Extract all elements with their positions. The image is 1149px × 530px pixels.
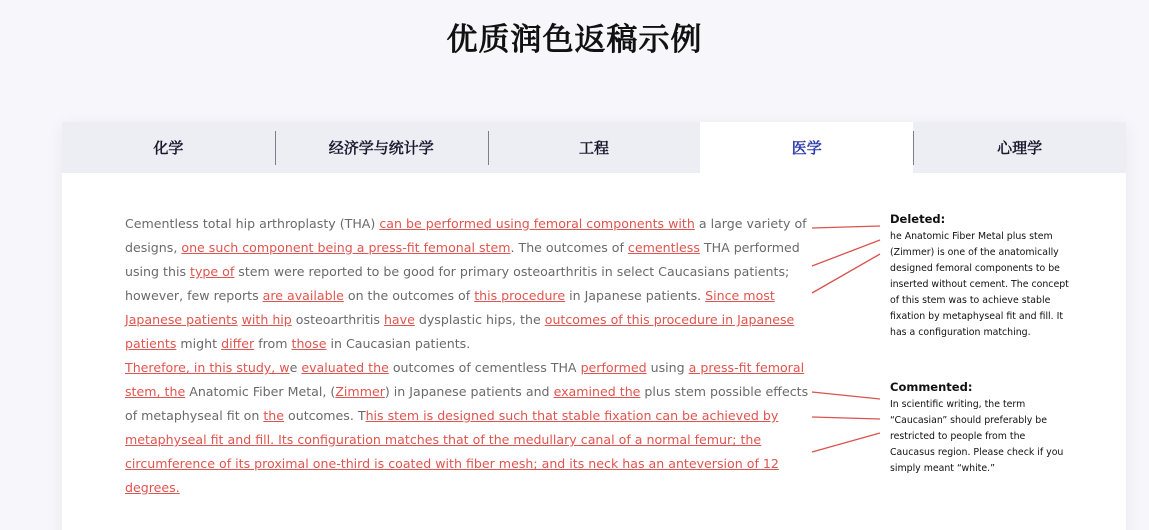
- inserted-text: evaluated the: [301, 360, 389, 375]
- connector-line: [812, 433, 880, 452]
- inserted-text: the: [263, 408, 285, 423]
- inserted-text: can be performed using femoral components with: [379, 216, 695, 231]
- commented-note: [890, 380, 1070, 477]
- inserted-text: cementless: [627, 240, 700, 255]
- inserted-text: differ: [221, 336, 255, 351]
- original-text: ) in Japanese patients and: [384, 384, 554, 399]
- commented-note-body: In scientific writing, the term “Caucasian” should preferably be restricted to people from the Caucasus region. Please check if you simply meant “white.”: [890, 399, 1064, 474]
- original-text: . The outcomes of: [510, 240, 628, 255]
- original-text: outcomes. T: [284, 408, 366, 423]
- deleted-note-body: he Anatomic Fiber Metal plus stem (Zimmer) is one of the anatomically designed femoral components to be inserted without cement. The concept of this stem was to achieve stable fixation by metaphyseal fit and fill. It has a configuration matching.: [890, 231, 1069, 338]
- inserted-text: those: [291, 336, 327, 351]
- inserted-text: performed: [580, 360, 647, 375]
- original-text: on the outcomes of: [343, 288, 475, 303]
- original-text: stem were reported to be good for primary osteoarthritis in select Caucasians patients; however, few reports: [125, 264, 790, 303]
- tab-engineering[interactable]: 工程: [488, 122, 701, 173]
- commented-note-title: Commented:: [890, 380, 973, 394]
- connector-line: [812, 417, 880, 419]
- original-text: Anatomic Fiber Metal, (: [185, 384, 336, 399]
- inserted-text: have: [383, 312, 415, 327]
- connector-line: [812, 392, 880, 399]
- original-text: a large variety of designs,: [125, 216, 807, 255]
- deleted-note: [890, 212, 1070, 341]
- original-text: dysplastic hips, the: [414, 312, 545, 327]
- inserted-text: examined the: [553, 384, 641, 399]
- original-text: THA performed using this: [125, 240, 800, 279]
- tab-psychology[interactable]: 心理学: [913, 122, 1126, 173]
- inserted-text: his stem is designed such that stable fixation can be achieved by metaphyseal fit and fill. Its configuration matches that of the medullary canal of a normal femur; the circumference of its proximal one-third is coated with fiber mesh; and its neck has an anteversion of 12 degrees.: [125, 408, 779, 495]
- inserted-text: Since most Japanese patients: [125, 288, 775, 327]
- original-text: in Japanese patients.: [565, 288, 706, 303]
- original-text: outcomes of cementless THA: [388, 360, 581, 375]
- inserted-text: Zimmer: [335, 384, 385, 399]
- inserted-text: one such component being a press-fit femonal stem: [181, 240, 511, 255]
- page-title: 优质润色返稿示例: [446, 22, 703, 58]
- tab-economics-statistics[interactable]: 经济学与统计学: [275, 122, 488, 173]
- original-text: Cementless total hip arthroplasty (THA): [125, 216, 380, 231]
- inserted-text: are available: [262, 288, 344, 303]
- inserted-text: with hip: [241, 312, 292, 327]
- inserted-text: a press-fit femoral stem, the: [125, 360, 805, 399]
- inserted-text: outcomes of this procedure in Japanese patients: [125, 312, 795, 351]
- original-text: plus stem possible effects of metaphyseal fit on: [125, 384, 809, 423]
- example-card: [62, 122, 1126, 530]
- inserted-text: this procedure: [474, 288, 566, 303]
- original-text: might: [176, 336, 222, 351]
- connector-line: [812, 240, 880, 266]
- original-text: osteoarthritis: [291, 312, 384, 327]
- inserted-text: type of: [190, 264, 235, 279]
- tab-medicine[interactable]: 医学: [700, 122, 913, 173]
- original-text: using: [646, 360, 689, 375]
- connector-line: [812, 226, 880, 228]
- connector-line: [812, 254, 880, 293]
- inserted-text: Therefore, in this study, w: [125, 360, 290, 375]
- original-text: in Caucasian patients.: [326, 336, 471, 351]
- deleted-note-title: Deleted:: [890, 212, 946, 226]
- original-text: from: [254, 336, 292, 351]
- tab-chemistry[interactable]: 化学: [153, 139, 184, 157]
- original-text: e: [289, 360, 302, 375]
